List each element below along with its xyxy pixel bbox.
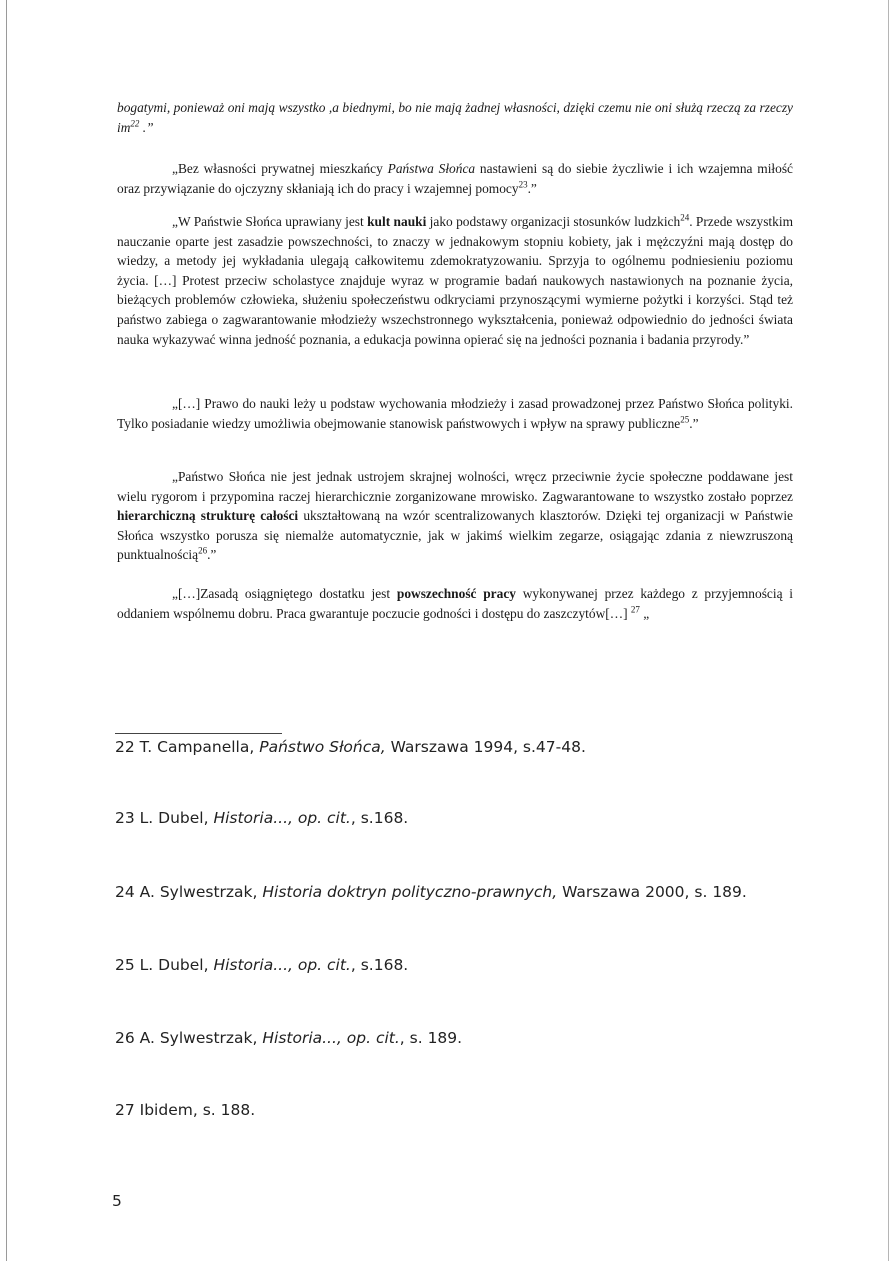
bold-text: kult nauki <box>367 214 427 229</box>
text-run: Warszawa 1994, s.47-48. <box>385 738 586 756</box>
text-run: 27 Ibidem, s. 188. <box>115 1101 256 1119</box>
footnote-reference: 22 <box>130 118 140 129</box>
text-run: jako podstawy organizacji stosunków ludzkich <box>426 214 681 229</box>
text-run: 24 A. Sylwestrzak, <box>115 883 263 901</box>
text-run: „ <box>639 605 650 621</box>
text-run: .” <box>527 180 537 196</box>
paragraph-5 <box>117 467 793 565</box>
footnote-reference: 26 <box>198 545 208 556</box>
scan-edge-right <box>888 0 889 1261</box>
footnote-23 <box>115 809 408 827</box>
bold-text: hierarchiczną strukturę całości <box>117 508 299 524</box>
footnote-reference: 25 <box>680 414 690 425</box>
text-run: , s.168. <box>350 956 409 974</box>
italic-text: Historia..., op. cit. <box>213 809 351 827</box>
footnote-26 <box>115 1029 462 1047</box>
footnote-reference: 24 <box>680 212 690 223</box>
text-run: ukształtowaną na wzór scentralizowanych klasztorów. Dzięki tej organizacji w Państwie Słońca wszystko porusza się niemalże automatycznie, jak w jakimś wielkim zegarze, osiągając zdania z niewzruszoną punktualnością <box>117 508 793 563</box>
paragraph-3 <box>117 212 793 349</box>
italic-text: Państwo Słońca, <box>259 738 386 756</box>
scan-edge-left <box>6 0 7 1261</box>
footnote-divider <box>115 733 282 734</box>
paragraph-2 <box>117 159 793 198</box>
paragraph-4 <box>117 394 793 433</box>
italic-text: Historia doktryn polityczno-prawnych, <box>262 883 558 901</box>
text-run: Warszawa 2000, s. 189. <box>557 883 747 901</box>
text-run: bogatymi, ponieważ oni mają wszystko ,a biednymi, bo nie mają żadnej własności, dzięki czemu nie oni służą rzeczą za rzeczy im <box>117 100 793 135</box>
paragraph-6 <box>117 584 793 623</box>
footnote-reference: 27 <box>630 604 640 615</box>
italic-text: Historia..., op. cit. <box>262 1029 400 1047</box>
text-run: 25 L. Dubel, <box>115 956 214 974</box>
text-run: „W Państwie Słońca uprawiany jest <box>172 214 368 229</box>
text-run: „Bez własności prywatnej mieszkańcy <box>172 161 388 176</box>
text-run: . Przede wszystkim nauczanie oparte jest zasadzie powszechności, to znaczy w jednakowym stopniu kobiety, jak i mężczyźni mają dostęp do wiedzy, a metody jej wykładania ulegają całkowitemu zdemokratyzowaniu. Sprzyja to ogólnemu podniesieniu poziomu życia. […] Protest przeciw scholastyce znajduje wyraz w programie badań naukowych nastawionych na poznanie życia, bieżących problemów człowieka, służeniu społeczeństwu odkryciami przynoszącymi wymierne pożytki i korzyści. Stąd też państwo zabiega o zagwarantowanie młodzieży wszechstronnego wykształcenia, ponieważ odpowiednio do jedności świata nauka wykazywać winna jedność poznania, a edukacja powinna opierać się na jedności poznania i badania przyrody.” <box>117 214 793 347</box>
text-run: .” <box>139 119 154 135</box>
text-run: 26 A. Sylwestrzak, <box>115 1029 263 1047</box>
text-run: .” <box>207 547 217 563</box>
italic-text: Państwa Słońca <box>387 161 476 176</box>
page-number: 5 <box>112 1192 122 1210</box>
footnote-25 <box>115 956 408 974</box>
text-run: „Państwo Słońca nie jest jednak ustrojem skrajnej wolności, wręcz przeciwnie życie społeczne poddawane jest wielu rygorom i przypomina raczej hierarchicznie zorganizowane mrowisko. Zagwarantowane to wszystko zostało poprzez <box>117 469 793 504</box>
text-run: 23 L. Dubel, <box>115 809 214 827</box>
bold-text: powszechność pracy <box>396 586 516 601</box>
text-run: 22 T. Campanella, <box>115 738 260 756</box>
footnote-24 <box>115 883 747 901</box>
text-run: , s. 189. <box>399 1029 463 1047</box>
footnote-22 <box>115 738 586 756</box>
text-run: wykonywanej przez każdego z przyjemnością i oddaniem wspólnemu dobru. Praca gwarantuje poczucie godności i dostępu do zaszczytów[…] <box>117 586 793 621</box>
paragraph-1 <box>117 98 793 137</box>
text-run: „[…] Prawo do nauki leży u podstaw wychowania młodzieży i zasad prowadzonej przez Państwo Słońca polityki. Tylko posiadanie wiedzy umożliwia obejmowanie stanowisk państwowych i wpływ na sprawy publiczne <box>117 396 793 431</box>
footnote-27 <box>115 1101 255 1119</box>
italic-text: Historia..., op. cit. <box>213 956 351 974</box>
text-run: .” <box>689 415 699 431</box>
text-run: , s.168. <box>350 809 409 827</box>
text-run: „[…]Zasadą osiągniętego dostatku jest <box>172 586 397 601</box>
text-run: nastawieni są do siebie życzliwie i ich wzajemna miłość oraz przywiązanie do ojczyzny skłaniają ich do pracy i wzajemnej pomocy <box>117 161 794 196</box>
footnote-reference: 23 <box>518 179 528 190</box>
